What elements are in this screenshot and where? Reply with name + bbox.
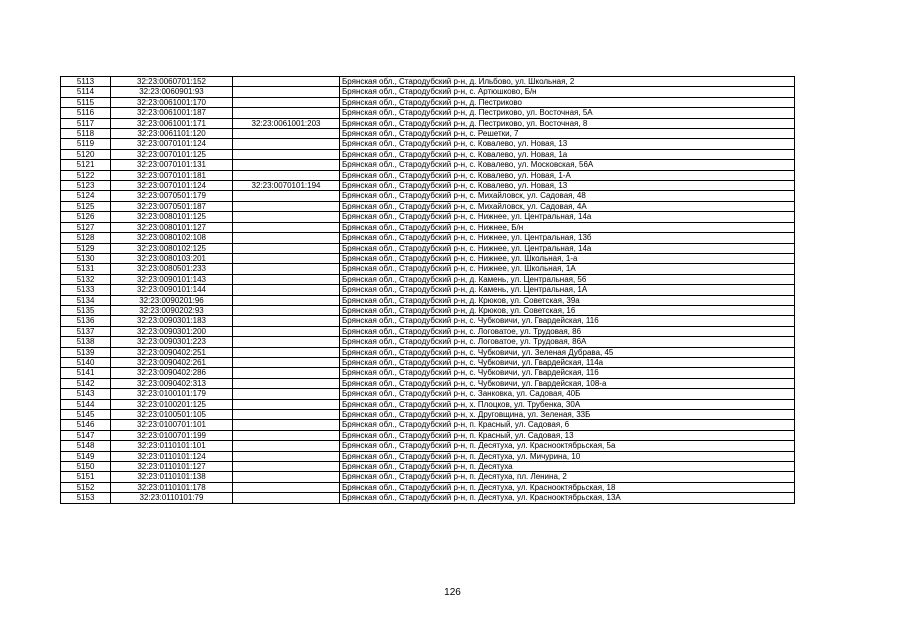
address-cell: Брянская обл., Стародубский р-н, п. Десятуха, ул. Краснооктябрьская, 18 (340, 482, 795, 492)
new-cadastral-number-cell (233, 191, 340, 201)
address-cell: Брянская обл., Стародубский р-н, с. Нижнее, ул. Школьная, 1А (340, 264, 795, 274)
cadastral-number-cell: 32:23:0090402:261 (111, 357, 233, 367)
row-number-cell: 5144 (61, 399, 111, 409)
table-row (61, 430, 795, 440)
row-number-cell: 5153 (61, 493, 111, 503)
cadastral-number-cell: 32:23:0070101:124 (111, 181, 233, 191)
table-row (61, 160, 795, 170)
cadastral-number-cell: 32:23:0070101:124 (111, 139, 233, 149)
registry-table-body (61, 77, 795, 504)
table-row (61, 118, 795, 128)
address-cell: Брянская обл., Стародубский р-н, п. Десятуха, ул. Краснооктябрьская, 13А (340, 493, 795, 503)
row-number-cell: 5151 (61, 472, 111, 482)
cadastral-number-cell: 32:23:0080501:233 (111, 264, 233, 274)
table-row (61, 347, 795, 357)
table-row (61, 420, 795, 430)
table-row (61, 326, 795, 336)
row-number-cell: 5133 (61, 285, 111, 295)
table-row (61, 399, 795, 409)
address-cell: Брянская обл., Стародубский р-н, х. Плоцков, ул. Трубенка, 30А (340, 399, 795, 409)
cadastral-number-cell: 32:23:0090402:286 (111, 368, 233, 378)
row-number-cell: 5139 (61, 347, 111, 357)
row-number-cell: 5152 (61, 482, 111, 492)
cadastral-number-cell: 32:23:0070101:131 (111, 160, 233, 170)
row-number-cell: 5146 (61, 420, 111, 430)
address-cell: Брянская обл., Стародубский р-н, с. Занковка, ул. Садовая, 40Б (340, 389, 795, 399)
row-number-cell: 5131 (61, 264, 111, 274)
cadastral-number-cell: 32:23:0070101:125 (111, 149, 233, 159)
new-cadastral-number-cell (233, 399, 340, 409)
new-cadastral-number-cell (233, 326, 340, 336)
row-number-cell: 5149 (61, 451, 111, 461)
row-number-cell: 5147 (61, 430, 111, 440)
row-number-cell: 5125 (61, 201, 111, 211)
row-number-cell: 5122 (61, 170, 111, 180)
address-cell: Брянская обл., Стародубский р-н, д. Пестриково (340, 97, 795, 107)
address-cell: Брянская обл., Стародубский р-н, с. Чубковичи, ул. Гвардейская, 116 (340, 368, 795, 378)
table-row (61, 378, 795, 388)
cadastral-number-cell: 32:23:0080101:127 (111, 222, 233, 232)
cadastral-number-cell: 32:23:0100201:125 (111, 399, 233, 409)
row-number-cell: 5150 (61, 462, 111, 472)
table-row (61, 285, 795, 295)
row-number-cell: 5116 (61, 108, 111, 118)
table-row (61, 357, 795, 367)
table-row (61, 316, 795, 326)
cadastral-number-cell: 32:23:0110101:138 (111, 472, 233, 482)
row-number-cell: 5145 (61, 410, 111, 420)
address-cell: Брянская обл., Стародубский р-н, с. Ковалево, ул. Новая, 1а (340, 149, 795, 159)
new-cadastral-number-cell (233, 264, 340, 274)
address-cell: Брянская обл., Стародубский р-н, п. Десятуха, ул. Мичурина, 10 (340, 451, 795, 461)
table-row (61, 129, 795, 139)
table-row (61, 191, 795, 201)
cadastral-number-cell: 32:23:0110101:178 (111, 482, 233, 492)
address-cell: Брянская обл., Стародубский р-н, с. Решетки, 7 (340, 129, 795, 139)
address-cell: Брянская обл., Стародубский р-н, с. Нижнее, Б/н (340, 222, 795, 232)
new-cadastral-number-cell (233, 430, 340, 440)
table-row (61, 264, 795, 274)
cadastral-number-cell: 32:23:0110101:101 (111, 441, 233, 451)
table-row (61, 441, 795, 451)
row-number-cell: 5136 (61, 316, 111, 326)
cadastral-number-cell: 32:23:0090101:143 (111, 274, 233, 284)
address-cell: Брянская обл., Стародубский р-н, п. Десятуха, ул. Краснооктябрьская, 5а (340, 441, 795, 451)
new-cadastral-number-cell (233, 378, 340, 388)
address-cell: Брянская обл., Стародубский р-н, с. Логоватое, ул. Трудовая, 86 (340, 326, 795, 336)
new-cadastral-number-cell (233, 305, 340, 315)
cadastral-number-cell: 32:23:0070501:187 (111, 201, 233, 211)
new-cadastral-number-cell (233, 201, 340, 211)
table-row (61, 149, 795, 159)
address-cell: Брянская обл., Стародубский р-н, с. Михайловск, ул. Садовая, 4А (340, 201, 795, 211)
new-cadastral-number-cell (233, 337, 340, 347)
new-cadastral-number-cell (233, 410, 340, 420)
new-cadastral-number-cell (233, 441, 340, 451)
table-row (61, 410, 795, 420)
table-row (61, 389, 795, 399)
row-number-cell: 5134 (61, 295, 111, 305)
row-number-cell: 5113 (61, 77, 111, 87)
new-cadastral-number-cell (233, 493, 340, 503)
address-cell: Брянская обл., Стародубский р-н, п. Красный, ул. Садовая, 13 (340, 430, 795, 440)
row-number-cell: 5130 (61, 253, 111, 263)
new-cadastral-number-cell (233, 451, 340, 461)
new-cadastral-number-cell (233, 420, 340, 430)
row-number-cell: 5138 (61, 337, 111, 347)
table-row (61, 233, 795, 243)
address-cell: Брянская обл., Стародубский р-н, д. Пестриково, ул. Восточная, 5А (340, 108, 795, 118)
table-row (61, 139, 795, 149)
new-cadastral-number-cell: 32:23:0070101:194 (233, 181, 340, 191)
row-number-cell: 5123 (61, 181, 111, 191)
new-cadastral-number-cell (233, 482, 340, 492)
address-cell: Брянская обл., Стародубский р-н, с. Михайловск, ул. Садовая, 48 (340, 191, 795, 201)
address-cell: Брянская обл., Стародубский р-н, х. Друговщина, ул. Зеленая, 33Б (340, 410, 795, 420)
new-cadastral-number-cell (233, 77, 340, 87)
table-row (61, 170, 795, 180)
cadastral-number-cell: 32:23:0100701:199 (111, 430, 233, 440)
table-row (61, 243, 795, 253)
cadastral-number-cell: 32:23:0060701:152 (111, 77, 233, 87)
table-row (61, 482, 795, 492)
cadastral-number-cell: 32:23:0090402:251 (111, 347, 233, 357)
address-cell: Брянская обл., Стародубский р-н, д. Ильбово, ул. Школьная, 2 (340, 77, 795, 87)
row-number-cell: 5141 (61, 368, 111, 378)
cadastral-number-cell: 32:23:0100101:179 (111, 389, 233, 399)
registry-table (60, 76, 795, 504)
address-cell: Брянская обл., Стародубский р-н, д. Крюков, ул. Советская, 16 (340, 305, 795, 315)
row-number-cell: 5140 (61, 357, 111, 367)
address-cell: Брянская обл., Стародубский р-н, с. Чубковичи, ул. Зеленая Дубрава, 45 (340, 347, 795, 357)
cadastral-number-cell: 32:23:0100701:101 (111, 420, 233, 430)
address-cell: Брянская обл., Стародубский р-н, с. Чубковичи, ул. Гвардейская, 108-а (340, 378, 795, 388)
address-cell: Брянская обл., Стародубский р-н, д. Крюков, ул. Советская, 39а (340, 295, 795, 305)
row-number-cell: 5135 (61, 305, 111, 315)
table-row (61, 77, 795, 87)
table-row (61, 274, 795, 284)
cadastral-number-cell: 32:23:0110101:127 (111, 462, 233, 472)
new-cadastral-number-cell (233, 472, 340, 482)
cadastral-number-cell: 32:23:0090101:144 (111, 285, 233, 295)
table-row (61, 337, 795, 347)
cadastral-number-cell: 32:23:0080101:125 (111, 212, 233, 222)
table-row (61, 295, 795, 305)
row-number-cell: 5142 (61, 378, 111, 388)
address-cell: Брянская обл., Стародубский р-н, с. Ковалево, ул. Московская, 56А (340, 160, 795, 170)
row-number-cell: 5128 (61, 233, 111, 243)
new-cadastral-number-cell: 32:23:0061001:203 (233, 118, 340, 128)
address-cell: Брянская обл., Стародубский р-н, д. Камень, ул. Центральная, 1А (340, 285, 795, 295)
new-cadastral-number-cell (233, 212, 340, 222)
table-row (61, 462, 795, 472)
cadastral-number-cell: 32:23:0061101:120 (111, 129, 233, 139)
cadastral-number-cell: 32:23:0061001:171 (111, 118, 233, 128)
cadastral-number-cell: 32:23:0100501:105 (111, 410, 233, 420)
address-cell: Брянская обл., Стародубский р-н, с. Ковалево, ул. Новая, 1-А (340, 170, 795, 180)
row-number-cell: 5119 (61, 139, 111, 149)
row-number-cell: 5121 (61, 160, 111, 170)
new-cadastral-number-cell (233, 160, 340, 170)
new-cadastral-number-cell (233, 222, 340, 232)
row-number-cell: 5132 (61, 274, 111, 284)
table-row (61, 472, 795, 482)
new-cadastral-number-cell (233, 170, 340, 180)
table-row (61, 253, 795, 263)
new-cadastral-number-cell (233, 233, 340, 243)
cadastral-number-cell: 32:23:0080103:201 (111, 253, 233, 263)
row-number-cell: 5115 (61, 97, 111, 107)
address-cell: Брянская обл., Стародубский р-н, п. Десятуха, пл. Ленина, 2 (340, 472, 795, 482)
cadastral-number-cell: 32:23:0090402:313 (111, 378, 233, 388)
address-cell: Брянская обл., Стародубский р-н, с. Артюшково, Б/н (340, 87, 795, 97)
table-row (61, 87, 795, 97)
cadastral-number-cell: 32:23:0070101:181 (111, 170, 233, 180)
new-cadastral-number-cell (233, 295, 340, 305)
new-cadastral-number-cell (233, 149, 340, 159)
row-number-cell: 5117 (61, 118, 111, 128)
new-cadastral-number-cell (233, 139, 340, 149)
cadastral-number-cell: 32:23:0080102:108 (111, 233, 233, 243)
address-cell: Брянская обл., Стародубский р-н, с. Нижнее, ул. Центральная, 14а (340, 243, 795, 253)
cadastral-number-cell: 32:23:0070501:179 (111, 191, 233, 201)
address-cell: Брянская обл., Стародубский р-н, с. Нижнее, ул. Центральная, 13б (340, 233, 795, 243)
new-cadastral-number-cell (233, 87, 340, 97)
cadastral-number-cell: 32:23:0080102:125 (111, 243, 233, 253)
table-row (61, 181, 795, 191)
row-number-cell: 5129 (61, 243, 111, 253)
table-row (61, 451, 795, 461)
row-number-cell: 5114 (61, 87, 111, 97)
table-row (61, 97, 795, 107)
cadastral-number-cell: 32:23:0110101:124 (111, 451, 233, 461)
table-row (61, 212, 795, 222)
new-cadastral-number-cell (233, 368, 340, 378)
address-cell: Брянская обл., Стародубский р-н, с. Чубковичи, ул. Гвардейская, 116 (340, 316, 795, 326)
new-cadastral-number-cell (233, 462, 340, 472)
address-cell: Брянская обл., Стародубский р-н, с. Нижнее, ул. Центральная, 14а (340, 212, 795, 222)
address-cell: Брянская обл., Стародубский р-н, с. Нижнее, ул. Школьная, 1-а (340, 253, 795, 263)
cadastral-number-cell: 32:23:0060901:93 (111, 87, 233, 97)
row-number-cell: 5127 (61, 222, 111, 232)
row-number-cell: 5143 (61, 389, 111, 399)
row-number-cell: 5120 (61, 149, 111, 159)
new-cadastral-number-cell (233, 274, 340, 284)
new-cadastral-number-cell (233, 316, 340, 326)
address-cell: Брянская обл., Стародубский р-н, п. Красный, ул. Садовая, 6 (340, 420, 795, 430)
table-row (61, 305, 795, 315)
cadastral-number-cell: 32:23:0090202:93 (111, 305, 233, 315)
new-cadastral-number-cell (233, 285, 340, 295)
table-row (61, 368, 795, 378)
cadastral-number-cell: 32:23:0061001:187 (111, 108, 233, 118)
new-cadastral-number-cell (233, 243, 340, 253)
address-cell: Брянская обл., Стародубский р-н, с. Чубковичи, ул. Гвардейская, 114а (340, 357, 795, 367)
new-cadastral-number-cell (233, 253, 340, 263)
address-cell: Брянская обл., Стародубский р-н, с. Логоватое, ул. Трудовая, 86А (340, 337, 795, 347)
row-number-cell: 5126 (61, 212, 111, 222)
table-row (61, 201, 795, 211)
new-cadastral-number-cell (233, 129, 340, 139)
cadastral-number-cell: 32:23:0090201:96 (111, 295, 233, 305)
new-cadastral-number-cell (233, 347, 340, 357)
cadastral-number-cell: 32:23:0090301:200 (111, 326, 233, 336)
row-number-cell: 5148 (61, 441, 111, 451)
cadastral-number-cell: 32:23:0061001:170 (111, 97, 233, 107)
table-row (61, 493, 795, 503)
cadastral-number-cell: 32:23:0110101:79 (111, 493, 233, 503)
table-row (61, 222, 795, 232)
page-number: 126 (444, 587, 461, 598)
row-number-cell: 5137 (61, 326, 111, 336)
address-cell: Брянская обл., Стародубский р-н, д. Камень, ул. Центральная, 56 (340, 274, 795, 284)
row-number-cell: 5118 (61, 129, 111, 139)
address-cell: Брянская обл., Стародубский р-н, с. Ковалево, ул. Новая, 13 (340, 181, 795, 191)
address-cell: Брянская обл., Стародубский р-н, с. Ковалево, ул. Новая, 13 (340, 139, 795, 149)
cadastral-number-cell: 32:23:0090301:223 (111, 337, 233, 347)
new-cadastral-number-cell (233, 389, 340, 399)
new-cadastral-number-cell (233, 108, 340, 118)
address-cell: Брянская обл., Стародубский р-н, д. Пестриково, ул. Восточная, 8 (340, 118, 795, 128)
address-cell: Брянская обл., Стародубский р-н, п. Десятуха (340, 462, 795, 472)
new-cadastral-number-cell (233, 97, 340, 107)
row-number-cell: 5124 (61, 191, 111, 201)
new-cadastral-number-cell (233, 357, 340, 367)
cadastral-number-cell: 32:23:0090301:183 (111, 316, 233, 326)
table-row (61, 108, 795, 118)
